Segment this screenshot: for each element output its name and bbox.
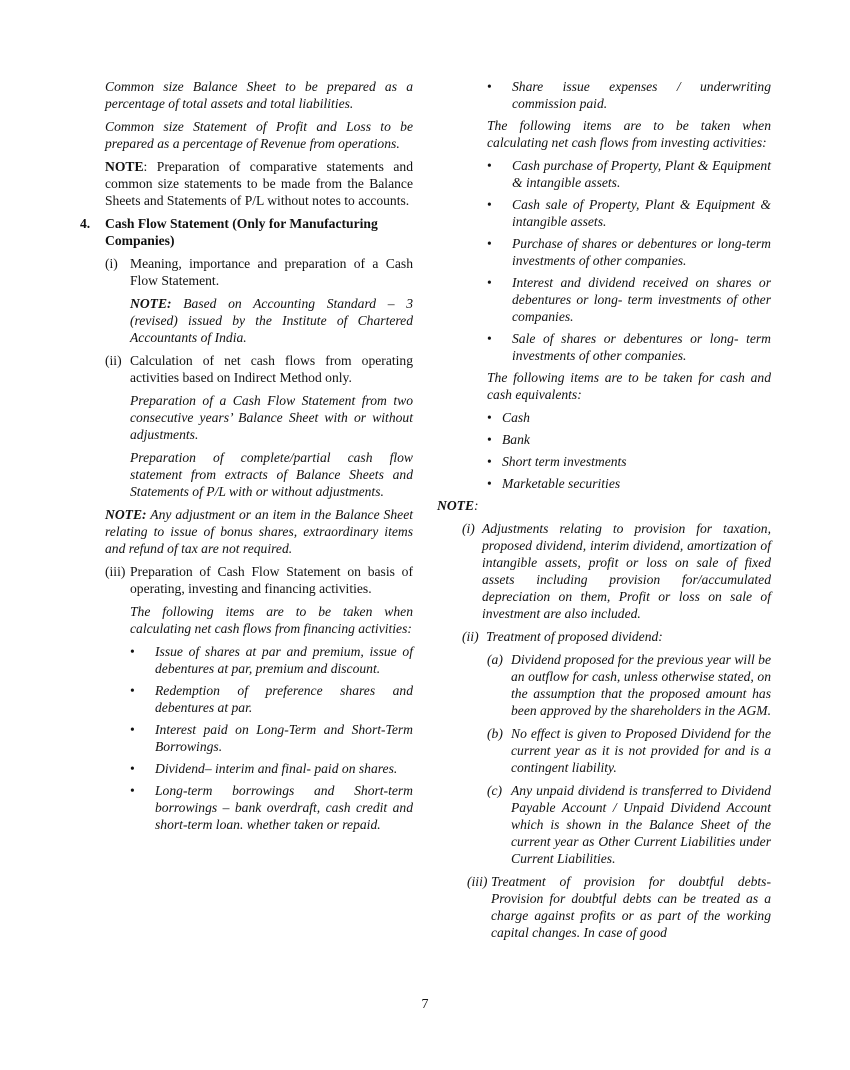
numbered-item [105, 352, 413, 386]
bullet-icon: • [487, 79, 492, 94]
list-item-text: Cash purchase of Property, Plant & Equipment & intangible assets. [512, 158, 771, 190]
list-item-text: Interest paid on Long-Term and Short-Term Borrowings. [155, 722, 413, 754]
paragraph: The following items are to be taken for cash and cash equivalents: [487, 370, 771, 402]
list-item-text: Interest and dividend received on shares or debentures or long- term investments of other companies. [512, 275, 771, 324]
bullet-icon: • [487, 476, 492, 491]
note-label: NOTE: [130, 296, 172, 311]
list-item [130, 643, 413, 677]
numbered-item [105, 563, 413, 597]
list-item [487, 157, 771, 191]
paragraph: Common size Balance Sheet to be prepared as a percentage of total assets and total liabilities. [105, 79, 413, 111]
list-item [130, 760, 413, 777]
item-text: Preparation of Cash Flow Statement on basis of operating, investing and financing activities. [130, 564, 413, 596]
note-text: Any adjustment or an item in the Balance Sheet relating to issue of bonus shares, extraordinary items and refund of tax are not required. [105, 507, 413, 556]
list-item [130, 782, 413, 833]
financing-list-continued [487, 78, 771, 112]
paragraph: The following items are to be taken when calculating net cash flows from financing activities: [130, 604, 413, 636]
note-colon: : [474, 498, 479, 513]
paragraph: Preparation of complete/partial cash flow statement from extracts of Balance Sheets and Statements of P/L with or without adjustments. [130, 450, 413, 499]
investing-list [487, 157, 771, 364]
item-number: (a) [487, 652, 503, 667]
bullet-icon: • [130, 722, 135, 737]
list-item [487, 475, 771, 492]
list-item-text: Purchase of shares or debentures or long-term investments of other companies. [512, 236, 771, 268]
bullet-icon: • [130, 683, 135, 698]
bullet-icon: • [487, 158, 492, 173]
item-text: Calculation of net cash flows from operating activities based on Indirect Method only. [130, 353, 413, 385]
list-item [487, 196, 771, 230]
note-paragraph [105, 158, 413, 209]
paragraph: The following items are to be taken when calculating net cash flows from investing activities: [487, 118, 771, 150]
list-item [487, 274, 771, 325]
item-number: (i) [462, 521, 475, 536]
list-item-text: Dividend– interim and final- paid on shares. [155, 761, 398, 776]
numbered-item [105, 255, 413, 289]
item-text: Adjustments relating to provision for taxation, proposed dividend, interim dividend, amortization of intangible assets, profit or loss on sale of fixed assets including provision for/accumulated depreciation on them, Profit or loss on sale of investment are also included. [482, 521, 771, 621]
list-item-text: Short term investments [502, 454, 627, 469]
list-item [487, 409, 771, 426]
right-column [437, 78, 771, 947]
list-item [130, 721, 413, 755]
bullet-icon: • [130, 644, 135, 659]
list-item-text: Share issue expenses / underwriting commission paid. [512, 79, 771, 111]
numbered-item [487, 725, 771, 776]
item-number: (iii) [467, 874, 488, 889]
item-number: (i) [105, 256, 118, 271]
item-number: (iii) [105, 564, 126, 579]
list-item-text: Redemption of preference shares and debentures at par. [155, 683, 413, 715]
note-label: NOTE [437, 498, 475, 513]
numbered-item [462, 628, 771, 645]
note-text: Based on Accounting Standard – 3 (revised) issued by the Institute of Chartered Accountants of India. [130, 296, 413, 345]
list-item [487, 235, 771, 269]
list-item-text: Cash sale of Property, Plant & Equipment & intangible assets. [512, 197, 771, 229]
list-item [487, 330, 771, 364]
item-text: Treatment of proposed dividend: [486, 629, 663, 644]
item-text: Dividend proposed for the previous year will be an outflow for cash, unless otherwise stated, on the assumption that the proposed amount has been approved by the shareholders in the AGM. [511, 652, 771, 718]
list-item-text: Sale of shares or debentures or long- term investments of other companies. [512, 331, 771, 363]
note-paragraph [105, 506, 413, 557]
list-item-text: Bank [502, 432, 530, 447]
bullet-icon: • [487, 432, 492, 447]
section-heading [80, 215, 413, 249]
bullet-icon: • [487, 236, 492, 251]
left-column [80, 78, 413, 838]
item-text: No effect is given to Proposed Dividend for the current year as it is not provided for and is a contingent liability. [511, 726, 771, 775]
page-number: 7 [421, 997, 429, 1012]
list-item [130, 682, 413, 716]
paragraph: Common size Statement of Profit and Loss to be prepared as a percentage of Revenue from operations. [105, 119, 413, 151]
financing-list [130, 643, 413, 833]
item-text: Meaning, importance and preparation of a Cash Flow Statement. [130, 256, 413, 288]
item-number: (c) [487, 783, 503, 798]
bullet-icon: • [130, 761, 135, 776]
note-paragraph [130, 295, 413, 346]
list-item-text: Cash [502, 410, 530, 425]
numbered-item [462, 520, 771, 622]
bullet-icon: • [487, 197, 492, 212]
item-text: Any unpaid dividend is transferred to Dividend Payable Account / Unpaid Dividend Account which is shown in the Balance Sheet of the current year as Other Current Liabilities under Current Liabilities. [511, 783, 771, 866]
item-number: (b) [487, 726, 503, 741]
cash-list [487, 409, 771, 492]
bullet-icon: • [487, 275, 492, 290]
bullet-icon: • [487, 454, 492, 469]
note-label: NOTE [105, 159, 144, 174]
list-item-text: Long-term borrowings and Short-term borrowings – bank overdraft, cash credit and short-term loan. whether taken or repaid. [155, 783, 413, 832]
bullet-icon: • [487, 410, 492, 425]
note-heading [437, 497, 771, 514]
note-label: NOTE: [105, 507, 147, 522]
paragraph: Preparation of a Cash Flow Statement from two consecutive years’ Balance Sheet with or without adjustments. [130, 393, 413, 442]
list-item-text: Marketable securities [502, 476, 621, 491]
numbered-item [487, 782, 771, 867]
list-item [487, 453, 771, 470]
item-text: Treatment of provision for doubtful debts- Provision for doubtful debts can be treated as a charge against profits or as part of the working capital changes. In case of good [491, 874, 771, 940]
item-number: (ii) [105, 353, 122, 368]
numbered-item [487, 651, 771, 719]
section-number: 4. [80, 216, 91, 231]
note-text: : Preparation of comparative statements and common size statements to be made from the Balance Sheets and Statements of P/L without notes to accounts. [105, 159, 413, 208]
section-title: Cash Flow Statement (Only for Manufacturing Companies) [105, 216, 378, 248]
bullet-icon: • [487, 331, 492, 346]
item-number: (ii) [462, 629, 479, 644]
list-item-text: Issue of shares at par and premium, issue of debentures at par, premium and discount. [155, 644, 413, 676]
list-item [487, 431, 771, 448]
numbered-item [467, 873, 771, 941]
bullet-icon: • [130, 783, 135, 798]
list-item [487, 78, 771, 112]
